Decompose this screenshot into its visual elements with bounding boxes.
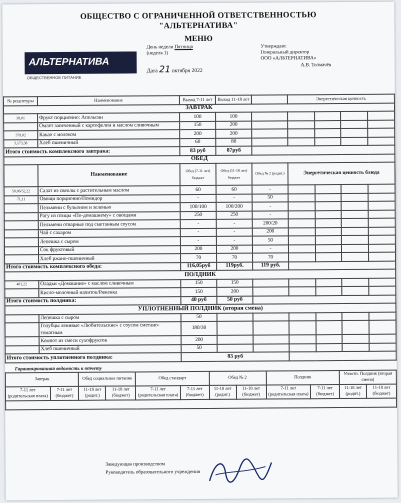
- energy-cell: [342, 218, 369, 227]
- lunch-col-b: Обед (11-18 лет) бюджет: [216, 163, 252, 185]
- total-label: Итого стоимость полдника:: [5, 296, 181, 306]
- portion-a: -: [180, 236, 216, 245]
- energy-cell: [288, 227, 315, 236]
- recipe-num: [5, 289, 39, 298]
- portion-b: 60: [216, 185, 252, 194]
- portion-c: -: [252, 185, 288, 194]
- energy-cell: [316, 335, 343, 344]
- portion-c: 50: [252, 193, 288, 202]
- energy-cell: [314, 120, 341, 129]
- portion-a: 200: [180, 129, 216, 138]
- dish-name: Овощи порционно/Помидор: [38, 194, 180, 203]
- portion-b: 200: [217, 287, 253, 296]
- energy-cell: [342, 193, 369, 202]
- total-b: 50 руб: [217, 296, 253, 305]
- energy-cell: [368, 128, 395, 137]
- recipe-num: 38,01: [4, 114, 38, 123]
- dish-name: Сок фруктовый: [38, 245, 180, 254]
- total-a: 116,05руб: [181, 262, 217, 271]
- portion-a: 60: [180, 138, 216, 147]
- footer-sub: 11-18 лет (родит.): [209, 385, 236, 399]
- energy-cell: [316, 321, 343, 335]
- energy-cell: [289, 321, 316, 335]
- energy-cell: [315, 202, 342, 211]
- energy-cell: [288, 137, 315, 146]
- energy-cell: [288, 112, 315, 121]
- menu-title: МЕНЮ: [184, 33, 213, 44]
- dish-name: Лепешка с сыром: [38, 237, 180, 246]
- date-info: [147, 65, 203, 75]
- dish-name: Рагу из птицы «По-домашнему» с овощами: [38, 211, 180, 220]
- total-empty: [289, 351, 396, 360]
- energy-cell: [368, 227, 395, 236]
- portion-b: 200: [216, 129, 252, 138]
- footer-col: Уплотн. Полдник (вторая смена): [339, 370, 396, 384]
- recipe-num: [4, 229, 38, 238]
- recipe-num: 379,02: [4, 131, 38, 140]
- footer-sub: 7-11 лет (родительская плата): [266, 384, 311, 398]
- recipe-num: [4, 122, 38, 131]
- signatures: [105, 461, 200, 478]
- breakfast-rows: [4, 111, 395, 148]
- footer-table: [5, 369, 397, 410]
- week-label: (неделя 1): [146, 51, 169, 57]
- section-title: ЗАВТРАК: [3, 103, 394, 114]
- energy-cell: [288, 219, 315, 228]
- empty-cell: [217, 344, 253, 353]
- energy-cell: [289, 287, 316, 296]
- dish-name: Какао с молоком: [38, 130, 180, 139]
- energy-cell: [315, 219, 342, 228]
- energy-cell: [315, 210, 342, 219]
- footer-sub: 11-18 лет (родит.): [339, 384, 366, 398]
- handwritten-signature: [205, 454, 275, 488]
- section-title: ПОЛДНИК: [5, 269, 396, 280]
- footer-sub: 7-11 лет (бюджет): [50, 386, 79, 400]
- portion-c: -: [252, 210, 288, 219]
- empty-cell: [253, 343, 289, 352]
- approve-label: Утверждаю:: [260, 44, 287, 50]
- portion-a: 100: [180, 112, 216, 121]
- energy-cell: [368, 111, 395, 120]
- energy-cell: [342, 201, 369, 210]
- dish-name: Чай с сахаром: [38, 228, 180, 237]
- lunch-col-energy: Энергетическая ценность блюда: [288, 162, 395, 185]
- energy-cell: [342, 210, 369, 219]
- portion-c: 70: [253, 253, 289, 262]
- energy-cell: [316, 312, 343, 321]
- portion-b: 80: [216, 138, 252, 147]
- total-b: 119руб.: [217, 262, 253, 271]
- col-name: Наименование: [37, 96, 179, 105]
- footer-sub: 7-11 лет (родительская плата): [136, 385, 181, 399]
- recipe-num: [5, 314, 39, 323]
- total-label: Итого стоимость уплотненного полдника:: [5, 353, 181, 363]
- energy-cell: [314, 137, 341, 146]
- energy-cell: [341, 120, 368, 129]
- logo-subtitle: ОБЩЕСТВЕННОЕ ПИТАНИЕ: [26, 74, 82, 81]
- footer-col: Обед стандарт: [136, 371, 209, 386]
- portion-b: -: [216, 228, 252, 237]
- portion-a: 150: [180, 121, 216, 130]
- empty-cell: [252, 137, 288, 146]
- dish-name: Фрукт порционно: Апельсин: [38, 113, 180, 122]
- dish-name: Компот из смеси сухофруктов: [39, 336, 181, 345]
- total-a: 40 руб: [181, 296, 217, 305]
- empty-cell: [253, 321, 289, 335]
- footer-col: Завтрак: [5, 372, 78, 387]
- portion-b: 150: [217, 279, 253, 288]
- portion-a: 250: [180, 211, 216, 220]
- energy-cell: [342, 227, 369, 236]
- portion-b: -: [216, 219, 252, 228]
- total-a: 83 руб: [181, 352, 289, 361]
- empty-cell: [252, 129, 288, 138]
- recipe-num: [4, 212, 38, 221]
- energy-cell: [342, 244, 369, 253]
- footer-col: Обед социальное питание: [79, 371, 136, 385]
- empty-cell: [217, 321, 253, 335]
- snack2-rows: [5, 312, 396, 354]
- dish-name: Лепешка с сыром: [39, 313, 181, 322]
- menu-document: [2, 2, 397, 501]
- recipe-num: [4, 204, 38, 213]
- dish-name: Хлеб ржано-пшеничный: [39, 254, 181, 263]
- footer-sub: 11-18 лет (бюджет): [236, 385, 266, 399]
- footer-sub: 11-18 лет (бюджет): [366, 384, 396, 398]
- dish-name: Хлеб пшеничный: [38, 138, 180, 147]
- portion-b: 200: [216, 245, 252, 254]
- energy-cell: [288, 129, 315, 138]
- energy-cell: [341, 137, 368, 146]
- energy-cell: [369, 278, 396, 287]
- dish-name: Салат из свеклы с растительным маслом: [38, 186, 180, 195]
- recipe-num: [5, 337, 39, 346]
- portion-b: 200: [216, 121, 252, 130]
- empty-cell: [217, 313, 253, 322]
- day-label: День недели: [146, 45, 174, 51]
- energy-cell: [315, 244, 342, 253]
- empty-cell: [252, 112, 288, 121]
- energy-cell: [368, 193, 395, 202]
- empty-cell: [217, 335, 253, 344]
- energy-cell: [288, 120, 315, 129]
- footer-title: Гарантированная ведомость к отчету: [14, 366, 102, 372]
- menu-table: [3, 94, 397, 363]
- footer-col: Обед № 2: [209, 371, 266, 385]
- energy-cell: [341, 111, 368, 120]
- energy-cell: [314, 112, 341, 121]
- empty-cell: [253, 278, 289, 287]
- col-num: № рецептуры: [3, 97, 37, 106]
- energy-cell: [288, 236, 315, 245]
- portion-c: 50: [252, 236, 288, 245]
- total-label: Итого стоимость комплексного обеда:: [5, 262, 181, 272]
- energy-cell: [368, 184, 395, 193]
- energy-cell: [342, 235, 369, 244]
- energy-cell: [369, 334, 396, 343]
- date-rest: октября 2022: [171, 67, 203, 75]
- head-label: Руководитель образовательного учреждения: [105, 470, 201, 476]
- total-a: 83 руб: [180, 146, 216, 155]
- footer-sub: 11-18 лет (родит.): [79, 386, 106, 400]
- producer-label: Заведующая производством: [105, 462, 165, 468]
- empty-cell: [252, 120, 288, 129]
- energy-cell: [369, 286, 396, 295]
- energy-cell: [289, 312, 316, 321]
- portion-a: -: [180, 228, 216, 237]
- energy-cell: [369, 343, 396, 352]
- dish-name: Голубцы ленивые «Любительские» с соусом сметано-томатным: [39, 322, 181, 337]
- dish-name: Пельмени с бульоном и зеленью: [38, 203, 180, 212]
- recipe-num: 3,173,38: [4, 139, 38, 148]
- company-logo: [25, 51, 137, 74]
- org-title: [2, 10, 394, 33]
- portion-b: -: [216, 236, 252, 245]
- energy-cell: [342, 286, 369, 295]
- energy-cell: [288, 202, 315, 211]
- director-name: А.В. Толмачёв: [300, 62, 332, 68]
- energy-cell: [315, 236, 342, 245]
- portion-a: 50: [181, 313, 217, 322]
- director-title: Генеральный директор: [260, 50, 310, 56]
- lunch-col-name: Наименование: [38, 164, 180, 187]
- energy-cell: [343, 334, 370, 343]
- energy-cell: [315, 253, 342, 262]
- col-out1: Выход 7-11 лет: [179, 95, 215, 104]
- footer-sub: 11-18 лет (бюджет): [106, 385, 136, 399]
- energy-cell: [342, 252, 369, 261]
- snack2-total: [5, 351, 396, 362]
- energy-cell: [368, 201, 395, 210]
- energy-cell: [316, 343, 343, 352]
- recipe-num: 401,22: [5, 280, 39, 289]
- day-info: [147, 45, 193, 57]
- energy-cell: [369, 312, 396, 321]
- header-block: [3, 42, 395, 97]
- portion-a: -: [180, 194, 216, 203]
- portion-a: 180/30: [181, 321, 217, 335]
- total-c: 119 руб.: [253, 261, 289, 270]
- portion-b: 250: [216, 211, 252, 220]
- logo-text: АЛЬТЕРНАТИВА: [28, 56, 110, 69]
- dish-name: Оладьи «Домашние» с маслом сливочным: [39, 279, 181, 288]
- energy-cell: [315, 193, 342, 202]
- portion-c: 200: [252, 227, 288, 236]
- portion-c: -: [252, 244, 288, 253]
- lunch-col-a: Обед (7-11 лет) бюджет: [180, 163, 216, 185]
- empty-cell: [253, 312, 289, 321]
- portion-a: 200: [180, 245, 216, 254]
- footer-sub: 7-11 лет (родительская плата): [5, 386, 50, 400]
- recipe-num: [5, 255, 39, 264]
- empty-cell: [253, 287, 289, 296]
- section-title: УПЛОТНЕННЫЙ ПОЛДНИК (вторая смена): [5, 303, 396, 314]
- energy-cell: [315, 227, 342, 236]
- recipe-num: 50,06/52,22: [4, 187, 38, 196]
- date-label: Дата: [146, 68, 158, 75]
- recipe-num: [4, 221, 38, 230]
- recipe-num: 71,11: [4, 195, 38, 204]
- portion-a: 150: [181, 279, 217, 288]
- total-b: 87руб: [216, 146, 252, 155]
- col-energy: Энергетическая ценность: [287, 94, 394, 103]
- lunch-rows: [4, 184, 396, 263]
- portion-b: 100: [216, 112, 252, 121]
- energy-cell: [288, 244, 315, 253]
- portion-b: 70: [217, 253, 253, 262]
- org-line: ОБЩЕСТВО С ОГРАНИЧЕННОЙ ОТВЕТСТВЕННОСТЬЮ: [80, 10, 317, 21]
- portion-b: -: [216, 194, 252, 203]
- portion-a: 200: [181, 335, 217, 344]
- energy-cell: [288, 193, 315, 202]
- footer-sub: 7-11 лет (бюджет): [180, 385, 209, 399]
- lunch-header-row: [4, 162, 395, 187]
- energy-cell: [369, 320, 396, 334]
- dish-name: Омлет запеченный с картофелем и маслом сливочным: [38, 121, 180, 130]
- energy-cell: [342, 278, 369, 287]
- col-empty: [251, 95, 287, 104]
- portion-a: -: [180, 219, 216, 228]
- energy-cell: [342, 320, 369, 334]
- energy-cell: [368, 120, 395, 129]
- day-value: Пятница: [174, 45, 193, 51]
- approval-block: [261, 44, 332, 69]
- date-day: 21: [159, 65, 171, 76]
- portion-b: 100/200: [216, 202, 252, 211]
- portion-a: 150: [181, 287, 217, 296]
- portion-a: 60: [180, 185, 216, 194]
- energy-cell: [341, 128, 368, 137]
- footer-col: Полдник: [266, 370, 339, 385]
- energy-cell: [315, 185, 342, 194]
- dish-name: Пельмени отварные под сметанным соусом: [38, 220, 180, 229]
- footer-sub: 7-11 лет (бюджет): [311, 384, 340, 398]
- energy-cell: [289, 335, 316, 344]
- energy-cell: [288, 185, 315, 194]
- company-name: ООО «АЛЬТЕРНАТИВА»: [260, 56, 317, 62]
- energy-cell: [288, 210, 315, 219]
- energy-cell: [368, 137, 395, 146]
- portion-a: 70: [181, 253, 217, 262]
- energy-cell: [368, 218, 395, 227]
- portion-c: -: [252, 202, 288, 211]
- energy-cell: [341, 184, 368, 193]
- energy-cell: [369, 252, 396, 261]
- recipe-num: [5, 345, 39, 354]
- col-out2: Выход 11-18 лет: [215, 95, 251, 104]
- org-name: "АЛЬТЕРНАТИВА": [158, 20, 238, 31]
- empty-cell: [253, 335, 289, 344]
- recipe-num: [4, 246, 38, 255]
- total-label: Итого стоимость комплексного завтрака:: [4, 147, 180, 157]
- portion-a: 100/100: [180, 202, 216, 211]
- dish-name: Кисло-молочный напиток/Ряженка: [39, 288, 181, 297]
- energy-cell: [289, 278, 316, 287]
- portion-a: 50: [181, 344, 217, 353]
- energy-cell: [369, 244, 396, 253]
- portion-c: 200/20: [252, 219, 288, 228]
- energy-cell: [369, 235, 396, 244]
- section-title: ОБЕД: [4, 154, 395, 165]
- recipe-num: [5, 323, 39, 337]
- energy-cell: [289, 343, 316, 352]
- lunch-col-c: Обед № 2 (родит.): [252, 163, 288, 185]
- lunch-col-num: [4, 165, 38, 187]
- recipe-num: [4, 238, 38, 247]
- energy-cell: [314, 129, 341, 138]
- energy-cell: [368, 210, 395, 219]
- energy-cell: [343, 343, 370, 352]
- energy-cell: [289, 253, 316, 262]
- energy-cell: [315, 287, 342, 296]
- energy-cell: [342, 312, 369, 321]
- dish-name: Хлеб пшеничный: [39, 344, 181, 353]
- energy-cell: [315, 278, 342, 287]
